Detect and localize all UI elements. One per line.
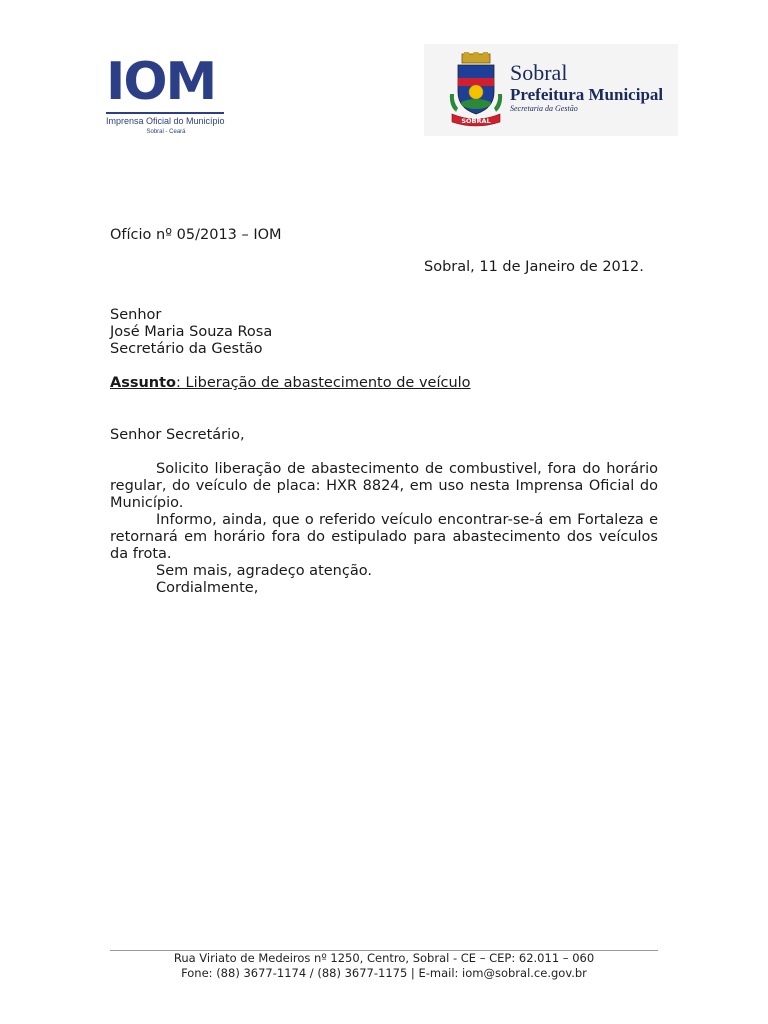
subject-value: : Liberação de abastecimento de veículo	[176, 375, 471, 391]
recipient-name: José Maria Souza Rosa	[110, 324, 273, 340]
footer-address: Rua Viriato de Medeiros nº 1250, Centro, Sobral - CE – CEP: 62.011 – 060	[173, 951, 595, 965]
iom-logo-rule	[106, 112, 224, 114]
footer-contact: Fone: (88) 3677-1174 / (88) 3677-1175 | E-mail: iom@sobral.ce.gov.br	[181, 966, 587, 980]
svg-text:SOBRAL: SOBRAL	[461, 117, 491, 125]
recipient-salutation: Senhor	[110, 307, 162, 323]
sobral-logo-department: Secretaria da Gestão	[510, 104, 578, 113]
iom-logo	[104, 52, 228, 138]
iom-logo-name: Imprensa Oficial do Município	[106, 116, 225, 126]
sobral-logo-city: Sobral	[510, 60, 568, 85]
iom-logo-mark: IOM	[106, 52, 216, 112]
subject-line	[110, 375, 471, 392]
svg-text:1773: 1773	[451, 110, 461, 114]
letter-reference: Ofício nº 05/2013 – IOM	[110, 227, 282, 243]
subject-key: Assunto	[110, 375, 177, 391]
body-paragraph: Solicito liberação de abastecimento de combustivel, fora do horário regular, do veículo de placa: HXR 8824, em uso nesta Imprensa Oficial do Município.	[110, 461, 658, 511]
coat-of-arms-icon	[446, 52, 506, 130]
sobral-logo	[424, 44, 678, 136]
recipient-role: Secretário da Gestão	[110, 341, 263, 357]
body-paragraph: Informo, ainda, que o referido veículo encontrar-se-á em Fortaleza e retornará em horário fora do estipulado para abastecimento dos veículos da frota.	[110, 512, 658, 562]
letter-date: Sobral, 11 de Janeiro de 2012.	[424, 259, 644, 275]
letter-greeting: Senhor Secretário,	[110, 427, 245, 443]
svg-text:1841: 1841	[491, 110, 501, 114]
iom-logo-city: Sobral - Ceará	[146, 129, 186, 135]
closing-line: Cordialmente,	[156, 580, 259, 596]
sobral-logo-title: Prefeitura Municipal	[510, 85, 664, 104]
closing-line: Sem mais, agradeço atenção.	[156, 563, 372, 579]
